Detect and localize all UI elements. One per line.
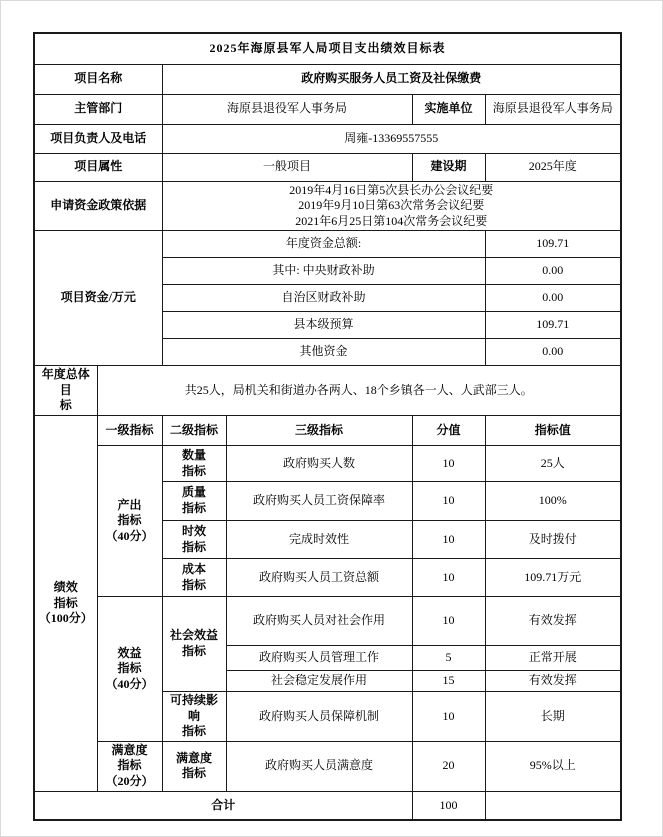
attr-label: 项目属性 [34, 153, 162, 181]
table-row [34, 153, 621, 181]
performance-target-table [33, 32, 622, 821]
score-value: 5 [412, 646, 485, 671]
level2-social-label: 社会效益 指标 [162, 597, 226, 692]
period-label: 建设期 [412, 153, 485, 181]
table-row [34, 446, 621, 482]
target-value: 100% [485, 482, 621, 521]
funding-item-value: 0.00 [485, 285, 621, 312]
period-value: 2025年度 [485, 153, 621, 181]
score-value: 15 [412, 671, 485, 692]
annual-goal-value: 共25人，局机关和街道办各两人、18个乡镇各一人、人武部三人。 [97, 366, 621, 416]
table-row [34, 366, 621, 416]
annual-goal-label: 年度总体目 标 [34, 366, 97, 416]
level3-name: 政府购买人员工资保障率 [226, 482, 412, 521]
score-value: 10 [412, 521, 485, 559]
level2-sustain-label: 可持续影响 指标 [162, 692, 226, 742]
level2-label: 质量 指标 [162, 482, 226, 521]
funding-section-label: 项目资金/万元 [34, 231, 162, 366]
target-value: 95%以上 [485, 741, 621, 791]
level3-name: 政府购买人员管理工作 [226, 646, 412, 671]
contact-value: 周雍-13369557555 [162, 124, 621, 153]
level2-satisfaction-label: 满意度 指标 [162, 741, 226, 791]
table-row [34, 791, 621, 820]
level3-name: 政府购买人员对社会作用 [226, 597, 412, 646]
table-row [34, 181, 621, 231]
score-value: 20 [412, 741, 485, 791]
level3-name: 政府购买人员工资总额 [226, 559, 412, 597]
level3-name: 政府购买人数 [226, 446, 412, 482]
total-score: 100 [412, 791, 485, 820]
page-title: 2025年海原县军人局项目支出绩效目标表 [34, 33, 621, 64]
funding-item-label: 县本级预算 [162, 312, 485, 339]
header-target: 指标值 [485, 416, 621, 446]
score-value: 10 [412, 597, 485, 646]
level2-label: 时效 指标 [162, 521, 226, 559]
policy-label: 申请资金政策依据 [34, 181, 162, 231]
target-value: 有效发挥 [485, 671, 621, 692]
level3-name: 政府购买人员保障机制 [226, 692, 412, 742]
level2-label: 成本 指标 [162, 559, 226, 597]
target-value: 109.71万元 [485, 559, 621, 597]
score-value: 10 [412, 482, 485, 521]
funding-item-value: 109.71 [485, 312, 621, 339]
table-row [34, 33, 621, 64]
level1-output-label: 产出 指标 （40分） [97, 446, 162, 597]
header-score: 分值 [412, 416, 485, 446]
score-value: 10 [412, 446, 485, 482]
header-level2: 二级指标 [162, 416, 226, 446]
target-value: 长期 [485, 692, 621, 742]
score-value: 10 [412, 692, 485, 742]
target-value: 正常开展 [485, 646, 621, 671]
level3-name: 社会稳定发展作用 [226, 671, 412, 692]
dept-value: 海原县退役军人事务局 [162, 94, 412, 124]
level2-label: 数量 指标 [162, 446, 226, 482]
level3-name: 完成时效性 [226, 521, 412, 559]
attr-value: 一般项目 [162, 153, 412, 181]
funding-item-label: 自治区财政补助 [162, 285, 485, 312]
target-value: 25人 [485, 446, 621, 482]
table-row [34, 231, 621, 258]
project-name-value: 政府购买服务人员工资及社保缴费 [162, 64, 621, 94]
total-label: 合计 [34, 791, 412, 820]
target-value: 及时拨付 [485, 521, 621, 559]
funding-item-label: 年度资金总额: [162, 231, 485, 258]
funding-item-value: 0.00 [485, 258, 621, 285]
table-row [34, 416, 621, 446]
project-name-label: 项目名称 [34, 64, 162, 94]
performance-section-label: 绩效 指标 （100分） [34, 416, 97, 792]
level1-benefit-label: 效益 指标 （40分） [97, 597, 162, 742]
score-value: 10 [412, 559, 485, 597]
contact-label: 项目负责人及电话 [34, 124, 162, 153]
funding-item-value: 109.71 [485, 231, 621, 258]
impl-unit-label: 实施单位 [412, 94, 485, 124]
target-value: 有效发挥 [485, 597, 621, 646]
header-level3: 三级指标 [226, 416, 412, 446]
header-level1: 一级指标 [97, 416, 162, 446]
funding-item-label: 其中: 中央财政补助 [162, 258, 485, 285]
policy-value: 2019年4月16日第5次县长办公会议纪要 2019年9月10日第63次常务会议纪要 2021年6月25日第104次常务会议纪要 [162, 181, 621, 231]
level1-satisfaction-label: 满意度 指标 （20分） [97, 741, 162, 791]
level3-name: 政府购买人员满意度 [226, 741, 412, 791]
table-row [34, 94, 621, 124]
impl-unit-value: 海原县退役军人事务局 [485, 94, 621, 124]
table-row [34, 597, 621, 646]
total-target-value [485, 791, 621, 820]
table-row [34, 741, 621, 791]
funding-item-label: 其他资金 [162, 339, 485, 366]
dept-label: 主管部门 [34, 94, 162, 124]
table-row [34, 124, 621, 153]
funding-item-value: 0.00 [485, 339, 621, 366]
table-row [34, 64, 621, 94]
